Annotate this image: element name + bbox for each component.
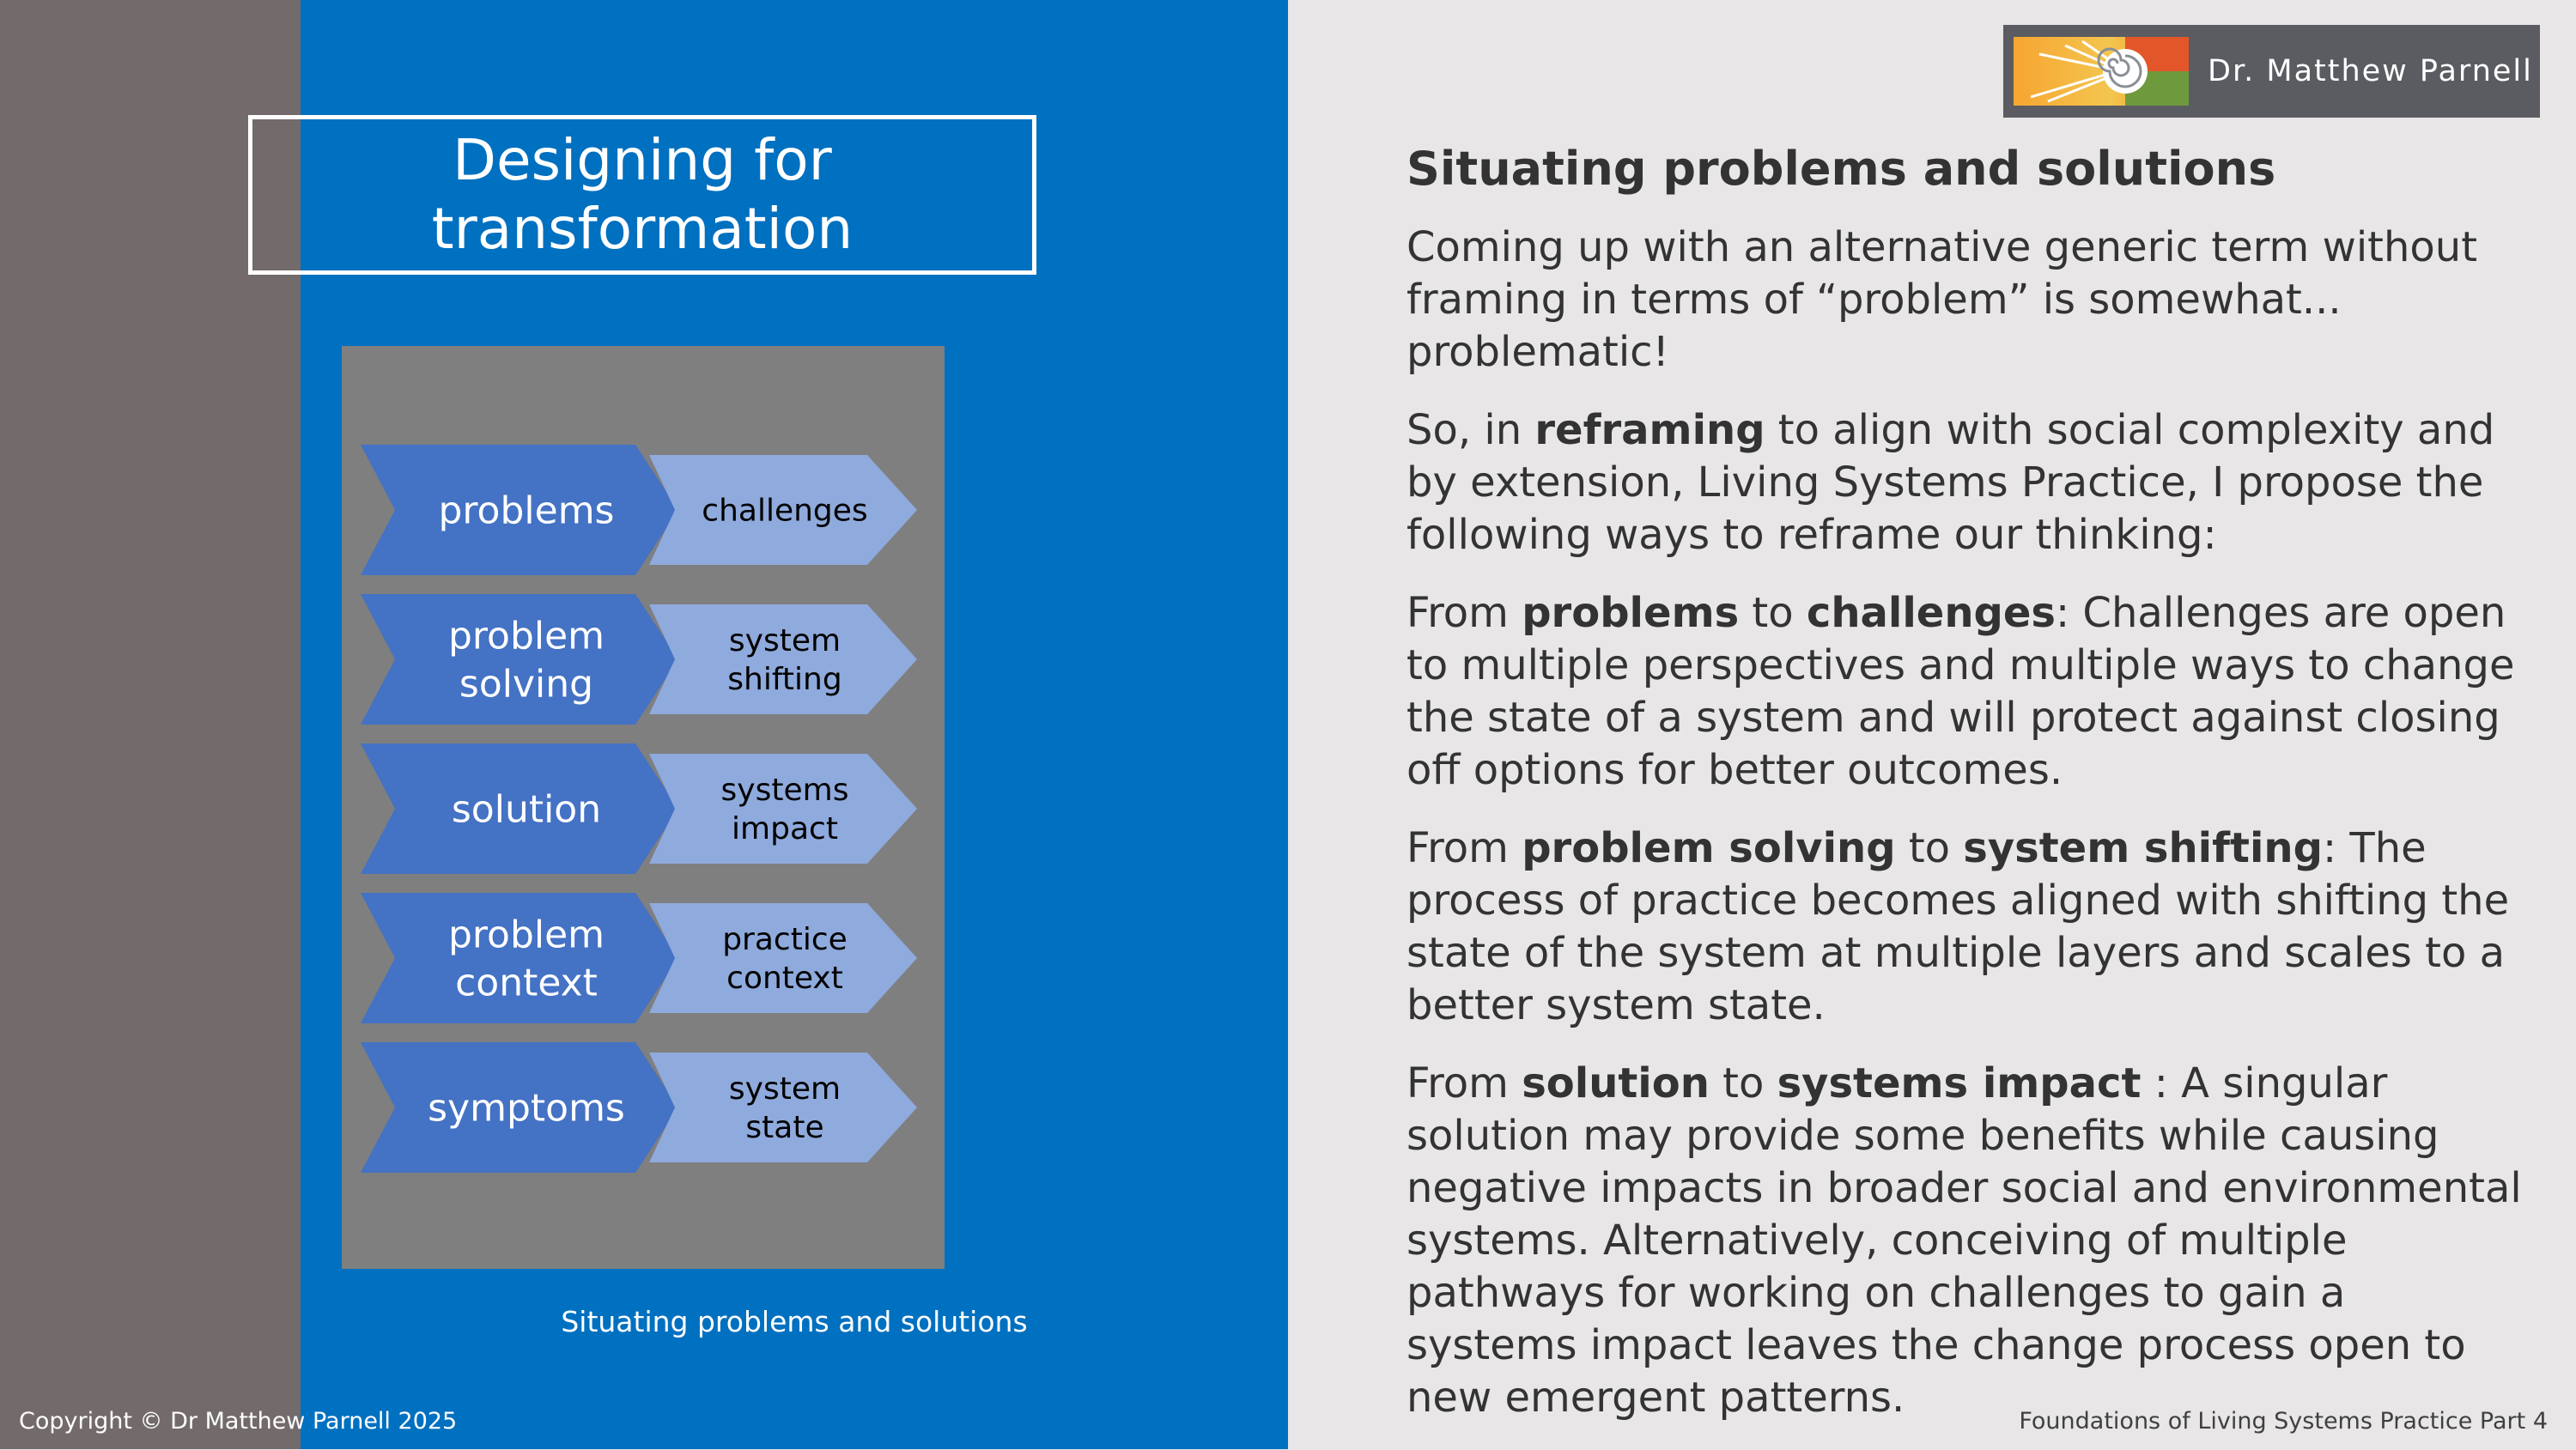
article-paragraph-5: From solution to systems impact : A singular solution may provide some benefits while causing negative impacts in broader social and environmental systems. Alternatively, conceiving of multiple pathways for working on challenges to gain a systems impact leaves the change process open to new emergent patterns. — [1406, 1059, 2522, 1422]
from-label: problems — [438, 488, 615, 533]
author-badge — [2003, 25, 2540, 118]
to-label: system state — [728, 1071, 841, 1146]
copyright-text: Copyright © Dr Matthew Parnell 2025 — [19, 1408, 458, 1435]
to-chevron — [649, 604, 917, 714]
from-label: problem solving — [447, 614, 605, 707]
to-label: systems impact — [720, 773, 849, 847]
slide-title-box — [248, 115, 1036, 275]
to-chevron — [649, 903, 917, 1013]
reframing-diagram-svg — [342, 346, 945, 1269]
to-label: system shifting — [727, 623, 842, 698]
slide-title-line-2: transformation — [431, 196, 854, 262]
to-chevron — [649, 754, 917, 864]
article-paragraph-3: From problems to challenges: Challenges are open to multiple perspectives and multiple ways to change the state of a system and will protect against closing off options for better outcomes. — [1406, 589, 2515, 794]
footer-text: Foundations of Living Systems Practice Part 4 — [2019, 1408, 2548, 1435]
article-heading: Situating problems and solutions — [1406, 142, 2276, 196]
slide-title-line-1: Designing for — [453, 127, 832, 193]
to-label: practice context — [722, 922, 848, 997]
spiral-logo-icon — [2014, 37, 2189, 106]
article — [1406, 142, 2523, 1450]
author-name: Dr. Matthew Parnell — [2208, 54, 2533, 88]
diagram-caption: Situating problems and solutions — [561, 1305, 1028, 1338]
article-paragraph-1: Coming up with an alternative generic term without framing in terms of “problem” is somewhat... problematic! — [1406, 223, 2478, 376]
reframing-diagram — [342, 346, 945, 1269]
to-label: challenges — [702, 493, 868, 529]
from-label: symptoms — [428, 1086, 625, 1131]
article-paragraph-2: So, in reframing to align with social complexity and by extension, Living Systems Practice, I propose the following ways to reframe our thinking: — [1406, 406, 2495, 559]
to-chevron — [649, 1053, 917, 1162]
article-paragraph-4: From problem solving to system shifting: The process of practice becomes aligned with shifting the state of the system at multiple layers and scales to a better system state. — [1406, 824, 2510, 1029]
from-label: solution — [451, 787, 602, 832]
from-label: problem context — [447, 913, 605, 1005]
